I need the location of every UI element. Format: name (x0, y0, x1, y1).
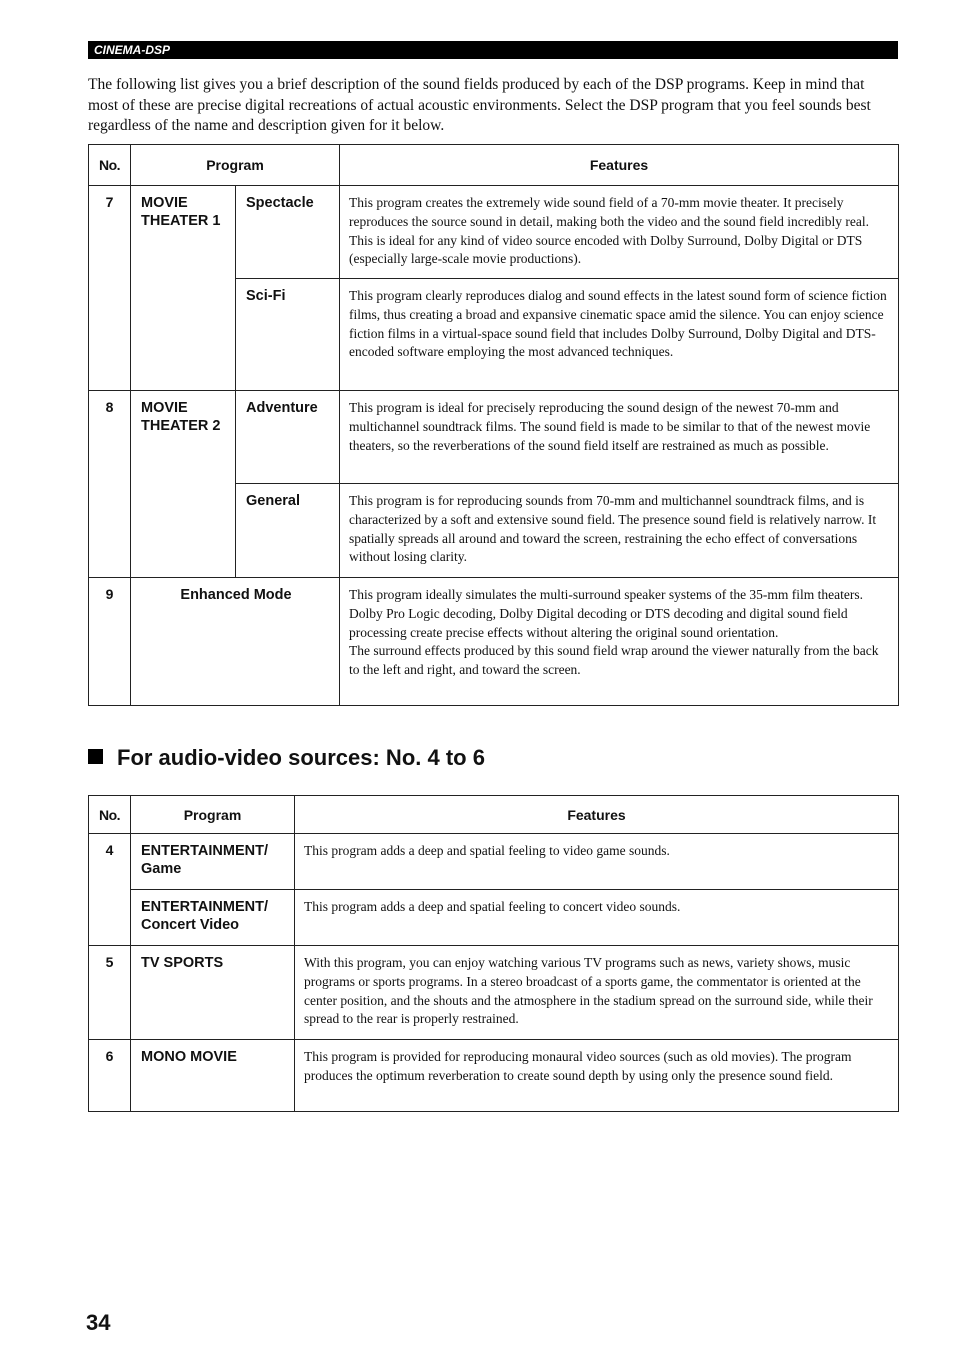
program-features: With this program, you can enjoy watching various TV programs such as news, variety shows, music programs or sports programs. In a stereo broadcast of a sports game, the commentator is oriented at the center position, and the shouts and the atmosphere in the stadium spread on the surround side, while their spread to the rear is properly restrained. (295, 946, 899, 1040)
program-features (340, 578, 899, 706)
page-number: 34 (86, 1310, 111, 1335)
program-number: 5 (89, 946, 131, 1040)
program-name (131, 834, 295, 890)
table-row (89, 186, 899, 279)
column-header-features: Features (340, 145, 899, 186)
program-features: This program creates the extremely wide sound field of a 70-mm movie theater. It precisely reproduces the source sound in detail, making both the video and the sound field incredibly real. This is ideal for any kind of video source encoded with Dolby Surround, Dolby Digital or DTS (especially large-scale movie productions). (340, 186, 899, 279)
program-number: 6 (89, 1040, 131, 1112)
program-features: This program adds a deep and spatial feeling to concert video sounds. (295, 890, 899, 946)
column-header-program: Program (131, 145, 340, 186)
table-row (89, 890, 899, 946)
program-features: This program is provided for reproducing monaural video sources (such as old movies). The program produces the optimum reverberation to create sound depth by using only the presence sound field. (295, 1040, 899, 1112)
program-name: TV SPORTS (131, 946, 295, 1040)
table-row (89, 946, 899, 1040)
program-name-line: ENTERTAINMENT/ (141, 843, 269, 859)
program-features: This program adds a deep and spatial feeling to video game sounds. (295, 834, 899, 890)
program-name (131, 890, 295, 946)
section-heading (88, 743, 485, 773)
column-header-no: No. (89, 796, 131, 834)
sub-program-name: Spectacle (236, 186, 340, 279)
sub-program-name: Adventure (236, 391, 340, 484)
section-header-bar: CINEMA-DSP (88, 41, 898, 59)
sub-program-name: General (236, 484, 340, 578)
program-group-name: MOVIE THEATER 2 (131, 391, 236, 578)
program-number: 9 (89, 578, 131, 706)
column-header-features: Features (295, 796, 899, 834)
program-name-line: ENTERTAINMENT/ (141, 899, 269, 915)
square-bullet-icon (88, 749, 103, 764)
program-features: This program is for reproducing sounds from 70-mm and multichannel soundtrack films, and is characterized by a soft and extensive sound field. The presence sound field is relatively narrow. It spatially spreads all around and toward the screen, restraining the echo effect of conversations without losing clarity. (340, 484, 899, 578)
features-paragraph: The surround effects produced by this sound field wrap around the viewer naturally from the back to the left and right, and toward the screen. (349, 643, 879, 678)
table-header-row (89, 796, 899, 834)
column-header-no: No. (89, 145, 131, 186)
program-name-line: Concert Video (141, 917, 240, 933)
program-name-line: Game (141, 861, 182, 877)
program-group-name: MOVIE THEATER 1 (131, 186, 236, 391)
program-number: 8 (89, 391, 131, 578)
program-features: This program is ideal for precisely reproducing the sound design of the newest 70-mm and multichannel soundtrack films. The sound field is made to be similar to that of the newest movie theaters, so the reverberations of the sound field itself are restrained as much as possible. (340, 391, 899, 484)
section-heading-text: For audio-video sources: No. 4 to 6 (117, 745, 485, 770)
column-header-program: Program (131, 796, 295, 834)
features-paragraph: This program ideally simulates the multi-surround speaker systems of the 35-mm film theaters. Dolby Pro Logic decoding, Dolby Digital decoding or DTS decoding and digital sound field processing create precise effects without altering the original sound orientation. (349, 587, 864, 640)
dsp-program-table-audio-video (88, 795, 899, 1112)
dsp-program-table-movie (88, 144, 899, 706)
program-name: MONO MOVIE (131, 1040, 295, 1112)
intro-paragraph: The following list gives you a brief description of the sound fields produced by each of the DSP programs. Keep in mind that most of these are precise digital recreations of actual acoustic environments. Select the DSP program that you feel sounds best regardless of the name and description given for it below. (88, 76, 871, 134)
table-row (89, 391, 899, 484)
table-row (89, 1040, 899, 1112)
program-number: 7 (89, 186, 131, 391)
sub-program-name: Sci-Fi (236, 279, 340, 391)
program-name: Enhanced Mode (131, 578, 340, 706)
table-row (89, 578, 899, 706)
program-number: 4 (89, 834, 131, 946)
program-features: This program clearly reproduces dialog and sound effects in the latest sound form of science fiction films, thus creating a broad and expansive cinematic space amid the silence. You can enjoy science fiction films in a virtual-space sound field that includes Dolby Surround, Dolby Digital and DTS-encoded software employing the most advanced techniques. (340, 279, 899, 391)
table-row (89, 834, 899, 890)
table-header-row (89, 145, 899, 186)
